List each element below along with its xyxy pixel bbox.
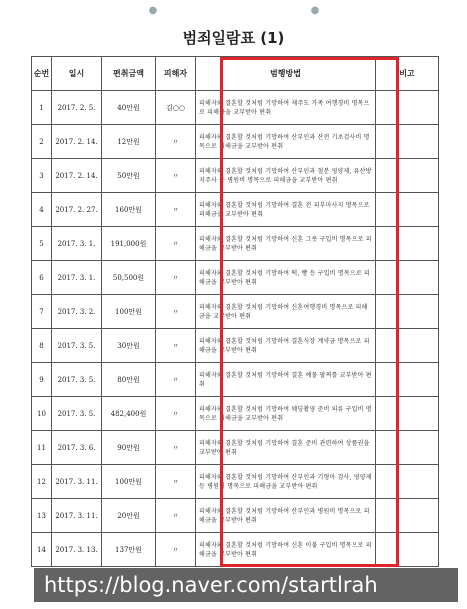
row-note	[376, 329, 439, 363]
row-number: 5	[32, 227, 52, 261]
row-number: 1	[32, 91, 52, 125]
row-number: 14	[32, 533, 52, 567]
row-victim: 〃	[156, 397, 196, 431]
row-date: 2017. 3. 2.	[52, 295, 102, 329]
table-row	[32, 363, 439, 397]
row-amount: 137만원	[102, 533, 156, 567]
row-method: 피해자와 결혼할 것처럼 기망하여 떡, 빵 등 구입비 명목으로 피해금을 교부받아 편취	[196, 261, 376, 295]
row-method: 피해자와 결혼할 것처럼 기망하여 산부인과 기형아 검사, 영양제 등 병원비 명목으로 피해금을 교부받아 편취	[196, 465, 376, 499]
header-no: 순번	[32, 57, 52, 91]
table-row	[32, 533, 439, 567]
row-note	[376, 397, 439, 431]
table-row	[32, 465, 439, 499]
row-number: 3	[32, 159, 52, 193]
row-victim: 〃	[156, 193, 196, 227]
row-victim: 〃	[156, 295, 196, 329]
row-method: 피해자와 결혼할 것처럼 기망하여 결혼 예물 팔찌를 교부받아 편취	[196, 363, 376, 397]
row-number: 11	[32, 431, 52, 465]
row-note	[376, 125, 439, 159]
row-date: 2017. 2. 14.	[52, 125, 102, 159]
document-title: 범죄일람표 (1)	[182, 29, 285, 47]
row-method: 피해자와 결혼할 것처럼 기망하여 산부인과 철분 영양제, 유산방지주사 등 병원비 명목으로 피해금을 교부받아 편취	[196, 159, 376, 193]
row-amount: 50,500원	[102, 261, 156, 295]
row-victim: 〃	[156, 227, 196, 261]
table-row	[32, 159, 439, 193]
row-amount: 80만원	[102, 363, 156, 397]
row-method: 피해자와 결혼할 것처럼 기망하여 산부인과 산전 기초검사비 명목으로 피해금을 교부받아 편취	[196, 125, 376, 159]
table-row	[32, 397, 439, 431]
pushpin-icon: ●	[310, 5, 320, 16]
table-row	[32, 431, 439, 465]
table-row	[32, 329, 439, 363]
row-note	[376, 465, 439, 499]
row-note	[376, 431, 439, 465]
table-row	[32, 295, 439, 329]
row-number: 2	[32, 125, 52, 159]
blog-url-watermark: https://blog.naver.com/startlrah	[34, 568, 458, 602]
row-date: 2017. 3. 11.	[52, 499, 102, 533]
row-method: 피해자와 결혼할 것처럼 기망하여 결혼 전 피부마사지 명목으로 피해금을 교부받아 편취	[196, 193, 376, 227]
row-date: 2017. 3. 1.	[52, 227, 102, 261]
row-method: 피해자와 결혼할 것처럼 기망하여 신혼여행경비 명목으로 피해금을 교부받아 편취	[196, 295, 376, 329]
row-victim: 〃	[156, 533, 196, 567]
row-amount: 40만원	[102, 91, 156, 125]
row-method: 피해자와 결혼할 것처럼 기망하여 산부인과 병원비 명목으로 피해금을 교부받아 편취	[196, 499, 376, 533]
row-victim: 〃	[156, 465, 196, 499]
header-method: 범행방법	[196, 57, 376, 91]
row-date: 2017. 3. 5.	[52, 363, 102, 397]
row-date: 2017. 3. 5.	[52, 329, 102, 363]
row-victim: 〃	[156, 499, 196, 533]
table-row	[32, 91, 439, 125]
row-number: 7	[32, 295, 52, 329]
row-number: 6	[32, 261, 52, 295]
row-date: 2017. 2. 14.	[52, 159, 102, 193]
row-date: 2017. 3. 1.	[52, 261, 102, 295]
row-amount: 20만원	[102, 499, 156, 533]
row-number: 9	[32, 363, 52, 397]
row-date: 2017. 3. 13.	[52, 533, 102, 567]
row-victim: 〃	[156, 431, 196, 465]
row-amount: 12만원	[102, 125, 156, 159]
row-date: 2017. 2. 5.	[52, 91, 102, 125]
header-amount: 편취금액	[102, 57, 156, 91]
row-date: 2017. 3. 11.	[52, 465, 102, 499]
row-amount: 482,400원	[102, 397, 156, 431]
table-row	[32, 499, 439, 533]
row-note	[376, 499, 439, 533]
crime-list-table	[31, 56, 439, 567]
row-amount: 30만원	[102, 329, 156, 363]
row-amount: 90만원	[102, 431, 156, 465]
row-amount: 100만원	[102, 295, 156, 329]
row-victim: 〃	[156, 125, 196, 159]
table-header-row	[32, 57, 439, 91]
row-method: 피해자와 결혼할 것처럼 기망하여 신혼 이불 구입비 명목으로 피해금을 교부받아 편취	[196, 533, 376, 567]
header-note: 비고	[376, 57, 439, 91]
row-note	[376, 193, 439, 227]
row-method: 피해자와 결혼할 것처럼 기망하여 신혼 그릇 구입비 명목으로 피해금을 교부받아 편취	[196, 227, 376, 261]
header-victim: 피해자	[156, 57, 196, 91]
row-number: 8	[32, 329, 52, 363]
row-note	[376, 295, 439, 329]
row-number: 12	[32, 465, 52, 499]
row-note	[376, 261, 439, 295]
row-number: 13	[32, 499, 52, 533]
table-row	[32, 193, 439, 227]
row-method: 피해자와 결혼할 것처럼 기망하여 결혼 준비 관련하여 상품권을 교부받아 편취	[196, 431, 376, 465]
row-amount: 50만원	[102, 159, 156, 193]
row-date: 2017. 3. 5.	[52, 397, 102, 431]
table-row	[32, 125, 439, 159]
row-amount: 100만원	[102, 465, 156, 499]
pushpin-icon: ●	[148, 5, 158, 16]
row-note	[376, 227, 439, 261]
row-victim: 〃	[156, 329, 196, 363]
row-method: 피해자와 결혼할 것처럼 기망하여 결혼식장 계약금 명목으로 피해금을 교부받아 편취	[196, 329, 376, 363]
row-date: 2017. 2. 27.	[52, 193, 102, 227]
table-row	[32, 227, 439, 261]
row-date: 2017. 3. 6.	[52, 431, 102, 465]
row-note	[376, 363, 439, 397]
row-victim: 〃	[156, 363, 196, 397]
row-note	[376, 91, 439, 125]
row-number: 4	[32, 193, 52, 227]
row-victim: 김○○	[156, 91, 196, 125]
table-row	[32, 261, 439, 295]
row-amount: 191,000원	[102, 227, 156, 261]
row-victim: 〃	[156, 159, 196, 193]
row-method: 피해자와 결혼할 것처럼 기망하여 제주도 가족 여행경비 명목으로 피해금을 교부받아 편취	[196, 91, 376, 125]
row-note	[376, 159, 439, 193]
row-victim: 〃	[156, 261, 196, 295]
row-number: 10	[32, 397, 52, 431]
row-method: 피해자와 결혼할 것처럼 기망하여 웨딩촬영 준비 의류 구입비 명목으로 피해금을 교부받아 편취	[196, 397, 376, 431]
row-note	[376, 533, 439, 567]
header-date: 일시	[52, 57, 102, 91]
row-amount: 160만원	[102, 193, 156, 227]
